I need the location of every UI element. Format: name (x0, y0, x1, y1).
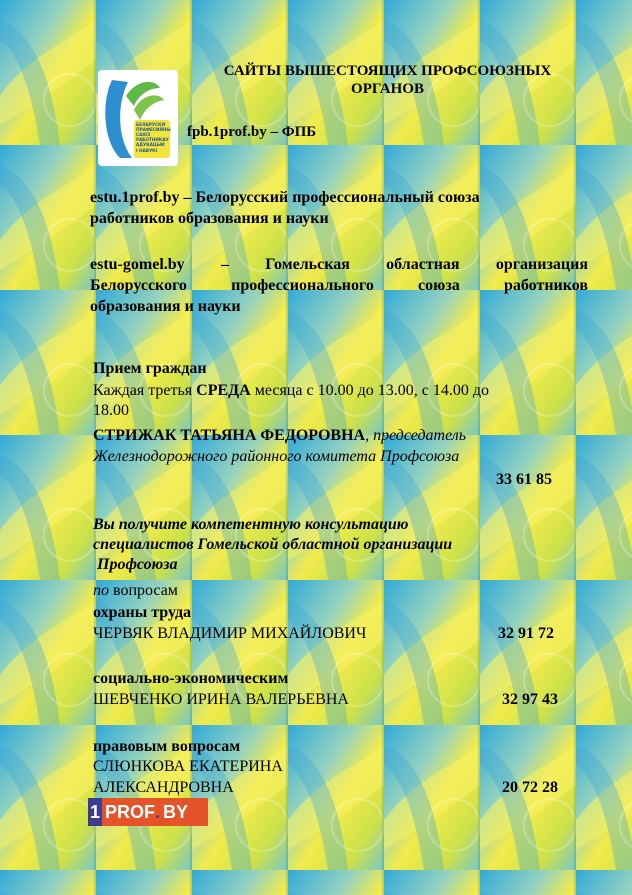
contact-phone: 32 91 72 (498, 625, 554, 642)
gomel-line: образования и науки (90, 298, 241, 315)
contact-phone: 32 97 43 (502, 691, 558, 708)
consult-by-prefix: по (93, 582, 109, 599)
contact-name: СЛЮНКОВА ЕКАТЕРИНА (93, 758, 283, 775)
reception-phone: 33 61 85 (496, 471, 552, 488)
person-name: СТРИЖАК ТАТЬЯНА ФЕДОРОВНА (93, 427, 366, 444)
reception-schedule (93, 381, 583, 401)
contact-topic: правовым вопросам (93, 738, 241, 755)
person-role: , председатель (365, 427, 467, 444)
reception-title: Прием граждан (93, 360, 207, 377)
contact-topic: социально-экономическим (93, 670, 289, 687)
consult-line: специалистов Гомельской областной организации (93, 536, 453, 553)
heading-line: ОРГАНОВ (351, 81, 424, 97)
contact-topic: охраны труда (93, 604, 192, 621)
contact-phone: 20 72 28 (502, 779, 558, 796)
fpb-site (187, 124, 316, 141)
contact-name: ЧЕРВЯК ВЛАДИМИР МИХАЙЛОВИЧ (93, 625, 367, 642)
fpb-desc: – ФПБ (266, 124, 317, 140)
brand-dot: . (155, 801, 161, 822)
gomel-site (90, 254, 588, 317)
page-heading (190, 62, 585, 98)
1prof-logo[interactable] (88, 798, 208, 826)
logo-text-line: ПРАФЕСИЙНЫ (136, 127, 171, 132)
schedule-time-end: 18.00 (93, 402, 129, 419)
person-role-line2: Железнодорожного районного комитета Профсоюза (93, 448, 460, 465)
schedule-text: месяца с 10.00 до 13.00, с 14.00 до (250, 382, 489, 399)
gomel-line[interactable]: estu-gomel.by – Гомельская областная организация (90, 256, 588, 273)
logo-text-line: БЕЛАРУСКИ (136, 122, 166, 127)
fpb-link[interactable]: fpb.1prof.by (187, 124, 267, 140)
brand-prof: PROF (105, 801, 156, 822)
contact-name: АЛЕКСАНДРОВНА (93, 779, 234, 796)
brand-one: 1 (88, 798, 102, 826)
schedule-text: Каждая третья (93, 382, 197, 399)
estu-line[interactable]: estu.1prof.by – Белорусский профессиональный союза (90, 189, 480, 206)
contact-name: ШЕВЧЕНКО ИРИНА ВАЛЕРЬЕВНА (93, 691, 349, 708)
union-logo (98, 70, 178, 166)
gomel-line: Белорусского профессионального союза работников (90, 277, 588, 294)
brand-tld: BY (163, 801, 189, 822)
logo-text-line: І НАВУКІ (136, 148, 158, 153)
reception-person (93, 426, 583, 446)
heading-line: САЙТЫ ВЫШЕСТОЯЩИХ ПРОФСОЮЗНЫХ (223, 63, 552, 79)
consult-by-suffix: вопросам (109, 582, 178, 599)
consult-text (93, 515, 452, 575)
consult-by (93, 581, 178, 601)
consult-line: Профсоюза (93, 556, 178, 573)
estu-site (90, 187, 588, 229)
consult-line: Вы получите компетентную консультацию (93, 516, 409, 533)
schedule-day: СРЕДА (196, 382, 251, 399)
logo-text-line: РАБОТНИКАУ (136, 137, 169, 142)
estu-line: работников образования и науки (90, 210, 329, 227)
logo-text-line: САЮЗ (136, 132, 151, 137)
logo-text-line: АДУКАЦЫИ (136, 142, 165, 147)
